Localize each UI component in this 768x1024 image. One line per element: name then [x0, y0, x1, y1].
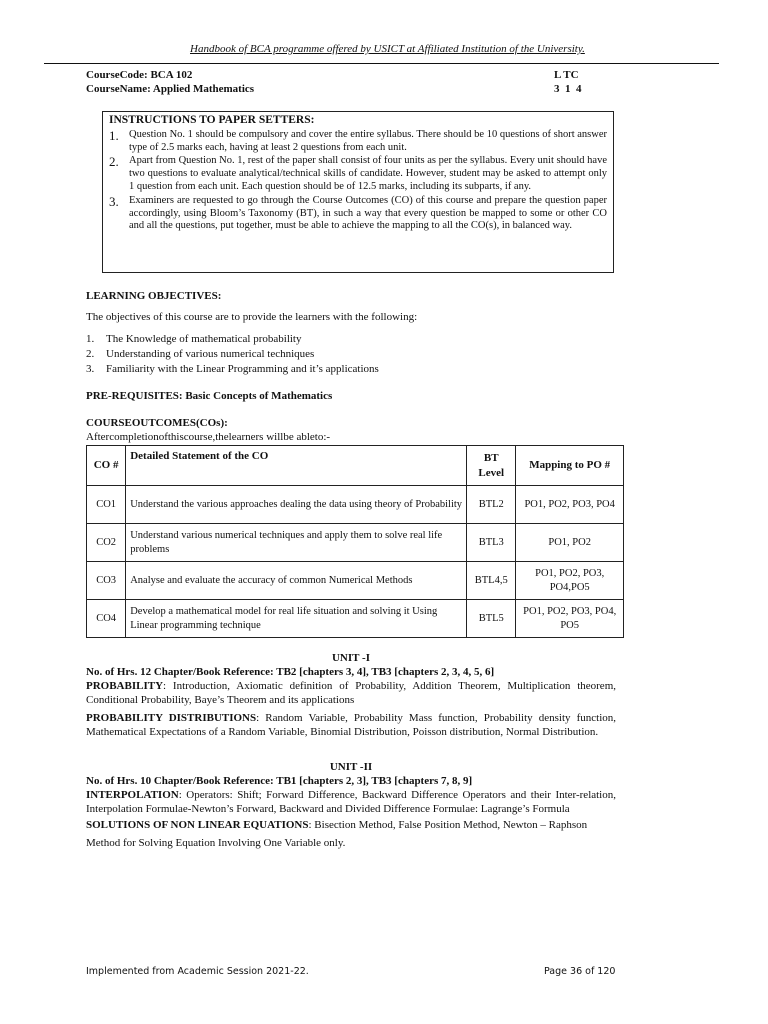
instruction-text: Question No. 1 should be compulsory and cover the entire syllabus. There should be 10 questions of short answer type of 2.5 marks each, having at least 2 questions from each unit. — [129, 128, 607, 153]
unit-2-method: Method for Solving Equation Involving One Variable only. — [86, 837, 346, 850]
cell-statement: Understand the various approaches dealing the data using theory of Probability — [126, 486, 467, 524]
unit-2-interpolation — [86, 788, 616, 816]
learning-objectives — [86, 289, 616, 377]
objectives-list — [86, 332, 616, 377]
unit-2-hours: No. of Hrs. 10 Chapter/Book Reference: TB1 [chapters 2, 3], TB3 [chapters 7, 8, 9] — [86, 775, 473, 788]
list-item — [86, 362, 616, 377]
instructions-title: INSTRUCTIONS TO PAPER SETTERS: — [109, 114, 315, 126]
list-item — [86, 332, 616, 347]
ltc-label: L TC — [554, 69, 579, 81]
instructions-box — [102, 111, 614, 273]
unit-1-distributions — [86, 711, 616, 739]
col-header-co: CO # — [87, 446, 126, 486]
unit-1 — [86, 651, 616, 739]
unit-2-solutions — [86, 818, 616, 832]
list-item — [86, 347, 616, 362]
col-header-bt: BT Level — [467, 446, 516, 486]
interpolation-text: : Operators: Shift; Forward Difference, Backward Difference Operators and their Inter-relation, Interpolation Formulae-Newton’s Forward, Backward and Divided Difference Formulae: Lagrange’s Formula — [86, 789, 616, 816]
objective-number: 1. — [86, 333, 95, 346]
table-row — [87, 600, 624, 638]
course-outcomes-table — [86, 445, 624, 638]
course-info — [86, 68, 616, 96]
ltc-values: 3 1 4 — [554, 83, 582, 96]
instruction-text: Apart from Question No. 1, rest of the paper shall consist of four units as per the syllabus. Every unit should have two questions to evaluate analytical/technical skills of candidate. However, student may be asked to attempt only 1 question from each unit. Each question should be of 12.5 marks, including its subparts, if any. — [129, 155, 607, 192]
footer-session: Implemented from Academic Session 2021-22. — [86, 966, 309, 977]
solutions-text: : Bisection Method, False Position Method, Newton – Raphson — [308, 819, 588, 832]
objective-text: Familiarity with the Linear Programming and it’s applications — [106, 362, 379, 375]
cell-mapping: PO1, PO2 — [516, 524, 624, 562]
instruction-number: 3. — [109, 193, 119, 209]
unit-1-probability — [86, 679, 616, 707]
header-rule — [44, 63, 719, 64]
probability-label: PROBABILITY — [86, 680, 164, 693]
objective-number: 2. — [86, 348, 95, 360]
solutions-label: SOLUTIONS OF NON LINEAR EQUATIONS — [86, 819, 309, 832]
unit-1-hours: No. of Hrs. 12 Chapter/Book Reference: TB2 [chapters 3, 4], TB3 [chapters 2, 3, 4, 5, 6] — [86, 666, 495, 679]
interpolation-label: INTERPOLATION — [86, 789, 179, 802]
table-row — [87, 486, 624, 524]
instruction-number: 2. — [109, 154, 119, 170]
instruction-item — [109, 155, 607, 193]
instruction-item — [109, 195, 607, 233]
unit-2 — [86, 760, 616, 850]
cell-co: CO4 — [87, 600, 126, 638]
unit-1-title: UNIT -I — [331, 652, 370, 664]
cell-bt: BTL2 — [467, 486, 516, 524]
learning-objectives-heading: LEARNING OBJECTIVES: — [86, 290, 222, 302]
col-header-statement: Detailed Statement of the CO — [126, 446, 467, 486]
distributions-text: : Random Variable, Probability Mass function, Probability density function, Mathematical Expectations of a Random Variable, Binomial Distribution, Poisson distribution, Normal Distribution. — [86, 712, 616, 739]
course-outcomes — [86, 416, 616, 444]
objective-number: 3. — [86, 362, 95, 375]
course-outcomes-intro: Aftercompletionofthiscourse,thelearners willbe ableto:- — [86, 431, 331, 444]
table-row — [87, 524, 624, 562]
cell-statement: Develop a mathematical model for real life situation and solving it Using Linear programming technique — [126, 600, 467, 638]
cell-co: CO2 — [87, 524, 126, 562]
cell-mapping: PO1, PO2, PO3, PO4,PO5 — [516, 562, 624, 600]
unit-2-title: UNIT -II — [329, 761, 373, 773]
prerequisites: PRE-REQUISITES: Basic Concepts of Mathematics — [86, 390, 333, 402]
course-outcomes-heading: COURSEOUTCOMES(COs): — [86, 417, 228, 429]
instruction-text: Examiners are requested to go through the Course Outcomes (CO) of this course and prepare the question paper accordingly, using Bloom’s Taxonomy (BT), in such a way that every question be mapped to some or other CO and all the questions, put together, must be able to achieve the mapping to all the CO(s), in balanced way. — [129, 194, 607, 232]
instruction-number: 1. — [109, 127, 119, 143]
table-header-row — [87, 446, 624, 486]
table-row — [87, 562, 624, 600]
learning-objectives-intro: The objectives of this course are to provide the learners with the following: — [86, 311, 418, 324]
distributions-label: PROBABILITY DISTRIBUTIONS — [86, 712, 257, 725]
probability-text: : Introduction, Axiomatic definition of Probability, Addition Theorem, Multiplication theorem, Conditional Probability, Baye’s Theorem and its applications — [86, 680, 616, 707]
footer-page-number: Page 36 of 120 — [544, 966, 616, 977]
cell-bt: BTL4,5 — [467, 562, 516, 600]
objective-text: The Knowledge of mathematical probability — [106, 333, 302, 346]
cell-statement: Understand various numerical techniques and apply them to solve real life problems — [126, 524, 467, 562]
cell-mapping: PO1, PO2, PO3, PO4, PO5 — [516, 600, 624, 638]
cell-mapping: PO1, PO2, PO3, PO4 — [516, 486, 624, 524]
handbook-header: Handbook of BCA programme offered by USICT at Affiliated Institution of the University. — [190, 43, 585, 55]
cell-co: CO1 — [87, 486, 126, 524]
instruction-item — [109, 129, 607, 155]
cell-statement: Analyse and evaluate the accuracy of common Numerical Methods — [126, 562, 467, 600]
course-code: CourseCode: BCA 102 — [86, 69, 193, 81]
col-header-mapping: Mapping to PO # — [516, 446, 624, 486]
cell-co: CO3 — [87, 562, 126, 600]
objective-text: Understanding of various numerical techniques — [106, 348, 315, 360]
cell-bt: BTL3 — [467, 524, 516, 562]
course-name: CourseName: Applied Mathematics — [86, 83, 255, 96]
cell-bt: BTL5 — [467, 600, 516, 638]
